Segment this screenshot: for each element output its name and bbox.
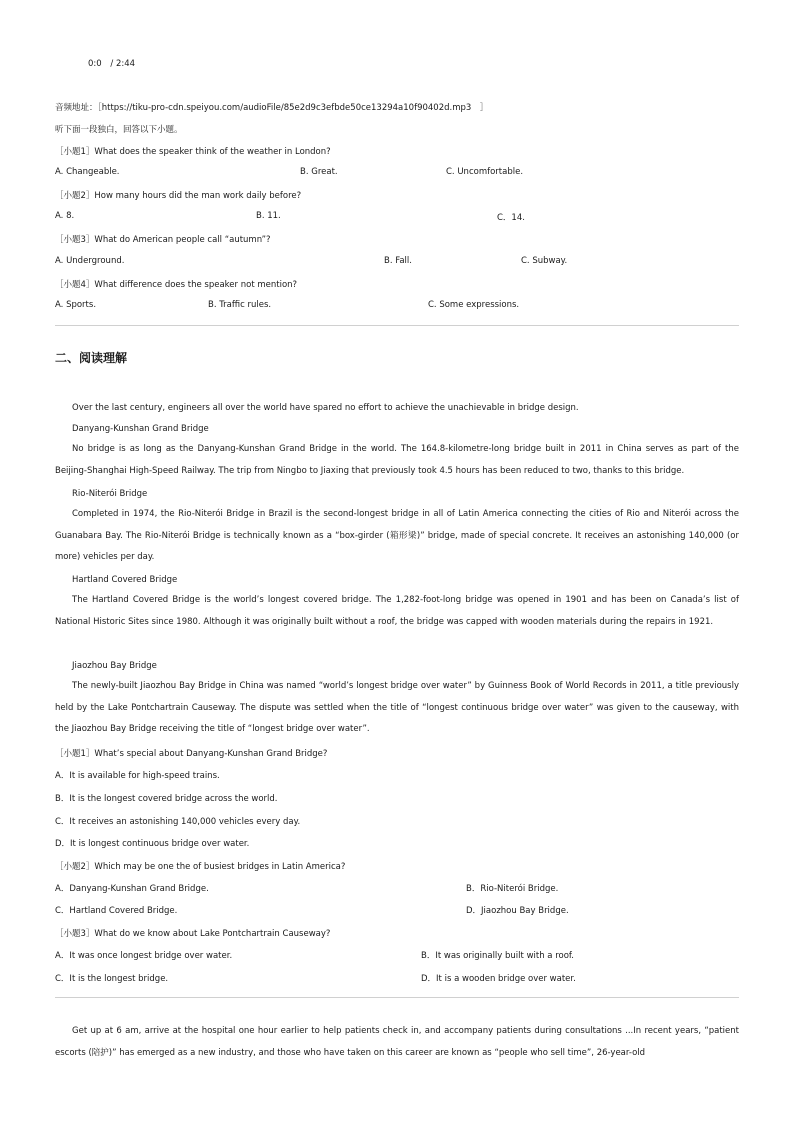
bridge-paragraph-2: Completed in 1974, the Rio-Niterói Bridge in Brazil is the second-longest bridge in all of Latin America connecting the cities of Rio and Niterói across the Guanabara Bay. The Rio-Niterói Bridge is technically known as a “box-girder (箱形梁)” bridge, made of special concrete. It receives an astonishing 140,000 (or more) vehicles per day. [55,509,739,562]
reading-option-3a: A．It was once longest bridge over water. [55,951,233,961]
audio-player[interactable] [88,59,135,69]
listening-option-2b: B. 11. [256,211,281,221]
bridge-heading-1: Danyang-Kunshan Grand Bridge [72,424,209,434]
listening-option-4a: A. Sports. [55,300,97,310]
reading-question-1: ［小题1］What’s special about Danyang-Kunshan Grand Bridge? [55,749,328,759]
listening-question-1: ［小题1］What does the speaker think of the weather in London? [55,147,331,157]
audio-current-time: 0:0 [88,59,102,69]
reading-question-2: ［小题2］Which may be one the of busiest bridges in Latin America? [55,862,346,872]
listening-option-2c: C．14. [497,213,525,223]
bridge-paragraph-1: No bridge is as long as the Danyang-Kunshan Grand Bridge in the world. The 164.8-kilometre-long bridge built in 2011 in China serves as part of the Beijing-Shanghai High-Speed Railway. The trip from Ningbo to Jiaxing that previously took 4.5 hours has been reduced to two, thanks to this bridge. [55,444,739,476]
listening-question-2: ［小题2］How many hours did the man work daily before? [55,191,302,201]
reading-option-3d: D．It is a wooden bridge over water. [421,974,576,984]
reading-option-3c: C．It is the longest bridge. [55,974,169,984]
listening-option-1c: C. Uncomfortable. [446,167,524,177]
divider [55,325,739,326]
reading-intro: Over the last century, engineers all over the world have spared no effort to achieve the unachievable in bridge design. [72,403,579,413]
bridge-paragraph-3: The Hartland Covered Bridge is the world’s longest covered bridge. The 1,282-foot-long bridge was opened in 1901 and has been on Canada’s list of National Historic Sites since 1980. Although it was originally built without a roof, the bridge was capped with wooden materials during the repairs in 1921. [55,595,739,627]
passage-2-paragraph: Get up at 6 am, arrive at the hospital one hour earlier to help patients check in, and accompany patients during consultations ...In recent years, “patient escorts (陪护)” has emerged as a new industry, and those who have taken on this career are known as “people who sell time”, 26-year-old [55,1026,739,1058]
listening-option-4c: C. Some expressions. [428,300,520,310]
reading-option-1b: B．It is the longest covered bridge across the world. [55,794,278,804]
reading-option-1c: C．It receives an astonishing 140,000 vehicles every day. [55,817,301,827]
listening-question-3: ［小题3］What do American people call “autumn”? [55,235,271,245]
reading-option-1a: A．It is available for high-speed trains. [55,771,220,781]
listening-option-4b: B. Traffic rules. [208,300,272,310]
reading-option-2c: C．Hartland Covered Bridge. [55,906,178,916]
reading-question-3: ［小题3］What do we know about Lake Pontchartrain Causeway? [55,929,331,939]
reading-option-2b: B．Rio-Niterói Bridge. [466,884,559,894]
reading-option-2d: D．Jiaozhou Bay Bridge. [466,906,569,916]
listening-option-1b: B. Great. [300,167,338,177]
bridge-heading-4: Jiaozhou Bay Bridge [72,661,157,671]
bridge-heading-3: Hartland Covered Bridge [72,575,178,585]
listening-option-3c: C. Subway. [521,256,568,266]
audio-link[interactable]: 音频地址：［https://tiku-pro-cdn.speiyou.com/audioFile/85e2d9c3efbde50ce13294a10f90402d.mp3 ］ [55,103,489,113]
listening-instruction: 听下面一段独白，回答以下小题。 [55,125,183,135]
reading-option-1d: D．It is longest continuous bridge over water. [55,839,250,849]
reading-option-3b: B．It was originally built with a roof. [421,951,575,961]
bridge-heading-2: Rio-Niterói Bridge [72,489,148,499]
section-title: 二、阅读理解 [55,351,128,365]
audio-duration: / 2:44 [110,59,136,69]
listening-option-2a: A. 8. [55,211,75,221]
listening-option-3a: A. Underground. [55,256,125,266]
listening-option-1a: A. Changeable. [55,167,120,177]
bridge-paragraph-4: The newly-built Jiaozhou Bay Bridge in China was named “world’s longest bridge over water” by Guinness Book of World Records in 2011, a title previously held by the Lake Pontchartrain Causeway. The dispute was settled when the title of “longest continuous bridge over water” was given to the causeway, with the Jiaozhou Bay Bridge receiving the title of “longest bridge over water”. [55,681,739,734]
listening-question-4: ［小题4］What difference does the speaker not mention? [55,280,298,290]
listening-option-3b: B. Fall. [384,256,412,266]
reading-option-2a: A．Danyang-Kunshan Grand Bridge. [55,884,209,894]
divider [55,997,739,998]
